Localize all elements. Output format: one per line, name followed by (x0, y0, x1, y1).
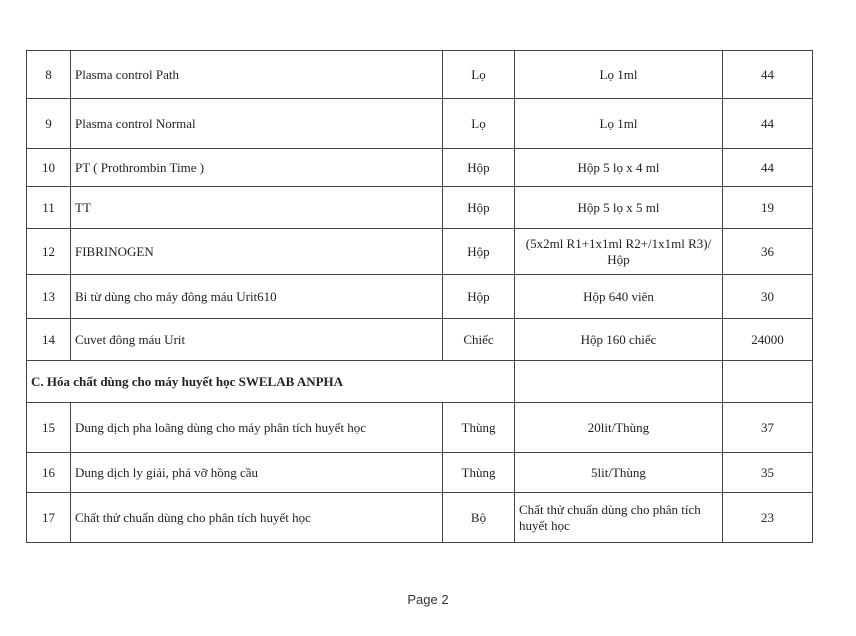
row-number: 15 (27, 403, 71, 453)
item-quantity: 44 (723, 99, 813, 149)
empty-cell (723, 361, 813, 403)
item-unit: Hộp (443, 187, 515, 229)
item-name: Dung dịch pha loãng dùng cho máy phân tích huyết học (71, 403, 443, 453)
empty-cell (515, 361, 723, 403)
item-quantity: 36 (723, 229, 813, 275)
item-quantity: 37 (723, 403, 813, 453)
item-unit: Lọ (443, 99, 515, 149)
row-number: 8 (27, 51, 71, 99)
row-number: 13 (27, 275, 71, 319)
item-unit: Thùng (443, 453, 515, 493)
item-spec: Lọ 1ml (515, 99, 723, 149)
table-row (27, 275, 813, 319)
item-spec: 20lit/Thùng (515, 403, 723, 453)
item-name: FIBRINOGEN (71, 229, 443, 275)
item-spec: Hộp 160 chiếc (515, 319, 723, 361)
table-row (27, 99, 813, 149)
item-unit: Hộp (443, 149, 515, 187)
row-number: 9 (27, 99, 71, 149)
item-spec: Chất thử chuẩn dùng cho phân tích huyết học (515, 493, 723, 543)
row-number: 12 (27, 229, 71, 275)
table-row (27, 187, 813, 229)
row-number: 17 (27, 493, 71, 543)
item-name: Dung dịch ly giải, phá vỡ hồng cầu (71, 453, 443, 493)
row-number: 10 (27, 149, 71, 187)
item-spec: Hộp 640 viên (515, 275, 723, 319)
item-name: PT ( Prothrombin Time ) (71, 149, 443, 187)
table-row (27, 403, 813, 453)
row-number: 14 (27, 319, 71, 361)
item-name: Chất thử chuẩn dùng cho phân tích huyết học (71, 493, 443, 543)
row-number: 16 (27, 453, 71, 493)
item-quantity: 30 (723, 275, 813, 319)
item-quantity: 19 (723, 187, 813, 229)
row-number: 11 (27, 187, 71, 229)
supply-table (26, 50, 813, 543)
item-quantity: 44 (723, 51, 813, 99)
item-quantity: 35 (723, 453, 813, 493)
section-heading: C. Hóa chất dùng cho máy huyết học SWELAB ANPHA (27, 361, 515, 403)
table-row (27, 453, 813, 493)
item-quantity: 23 (723, 493, 813, 543)
table-row (27, 319, 813, 361)
section-row (27, 361, 813, 403)
table-row (27, 229, 813, 275)
item-name: Cuvet đông máu Urit (71, 319, 443, 361)
item-quantity: 24000 (723, 319, 813, 361)
table-row (27, 493, 813, 543)
item-unit: Thùng (443, 403, 515, 453)
item-quantity: 44 (723, 149, 813, 187)
item-unit: Hộp (443, 275, 515, 319)
item-spec: (5x2ml R1+1x1ml R2+/1x1ml R3)/ Hộp (515, 229, 723, 275)
item-spec: Lọ 1ml (515, 51, 723, 99)
table-row (27, 149, 813, 187)
item-name: Plasma control Normal (71, 99, 443, 149)
item-name: Bi từ dùng cho máy đông máu Urit610 (71, 275, 443, 319)
item-unit: Bộ (443, 493, 515, 543)
table-row (27, 51, 813, 99)
item-name: TT (71, 187, 443, 229)
item-unit: Chiếc (443, 319, 515, 361)
item-spec: 5lit/Thùng (515, 453, 723, 493)
item-spec: Hộp 5 lọ x 5 ml (515, 187, 723, 229)
page-number: Page 2 (407, 592, 449, 607)
item-name: Plasma control Path (71, 51, 443, 99)
item-unit: Lọ (443, 51, 515, 99)
item-spec: Hộp 5 lọ x 4 ml (515, 149, 723, 187)
item-unit: Hộp (443, 229, 515, 275)
